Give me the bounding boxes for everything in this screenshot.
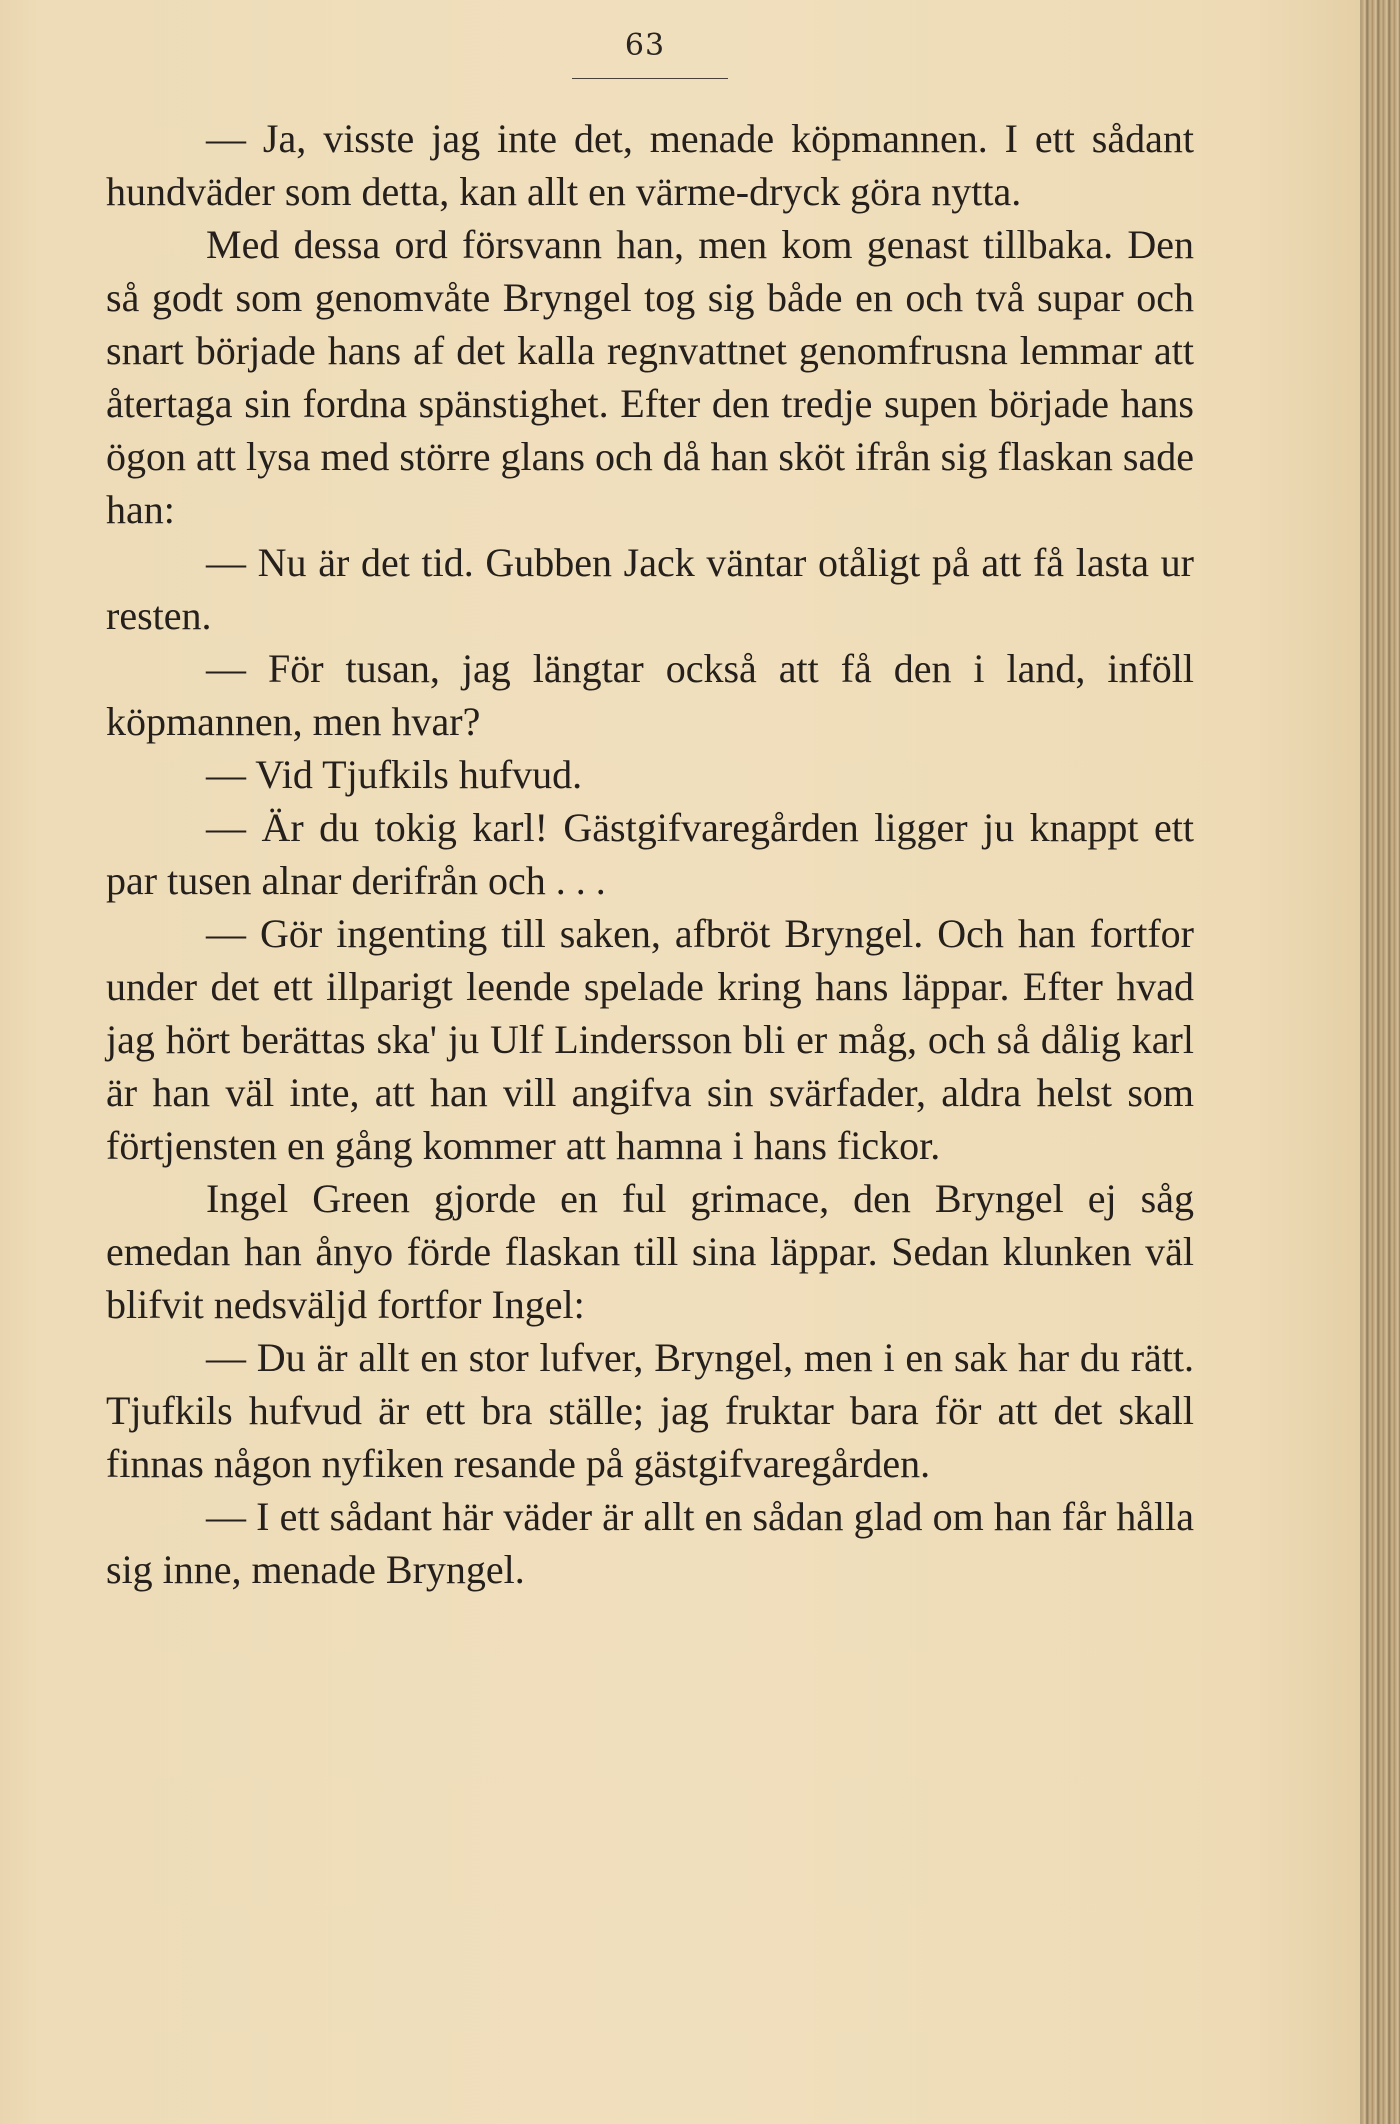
paragraph-6: — Är du tokig karl! Gästgifvaregården ligger ju knappt ett par tusen alnar derifrån och . . . [106,805,1194,903]
paragraph-3: — Nu är det tid. Gubben Jack väntar otåligt på att få lasta ur resten. [106,540,1194,638]
page-number: 63 [624,28,666,63]
paragraph-7: — Gör ingenting till saken, afbröt Bryngel. Och han fortfor under det ett illparigt leende spelade kring hans läppar. Efter hvad jag hört berättas ska' ju Ulf Lindersson bli er måg, och så dålig karl är han väl inte, att han vill angifva sin svärfader, aldra helst som förtjensten en gång kommer att hamna i hans fickor. [106,911,1194,1168]
paragraph-1: — Ja, visste jag inte det, menade köpmannen. I ett sådant hundväder som detta, kan allt en värme-dryck göra nytta. [106,116,1194,214]
paragraph-5: — Vid Tjufkils hufvud. [206,752,583,797]
paragraph-9: — Du är allt en stor lufver, Bryngel, men i en sak har du rätt. Tjufkils hufvud är ett bra ställe; jag fruktar bara för att det skall finnas någon nyfiken resande på gästgifvaregården. [106,1335,1194,1486]
paragraph-2: Med dessa ord försvann han, men kom genast tillbaka. Den så godt som genomvåte Bryngel tog sig både en och två supar och snart började hans af det kalla regnvattnet genomfrusna lemmar att återtaga sin fordna spänstighet. Efter den tredje supen började hans ögon att lysa med större glans och då han sköt ifrån sig flaskan sade han: [106,222,1194,532]
body-text [106,112,1194,1596]
paragraph-10: — I ett sådant här väder är allt en sådan glad om han får hålla sig inne, menade Bryngel. [106,1494,1194,1592]
paragraph-4: — För tusan, jag längtar också att få den i land, inföll köpmannen, men hvar? [106,646,1194,744]
book-binding-edge [1362,0,1400,2124]
page-number-rule [572,78,728,79]
paragraph-8: Ingel Green gjorde en ful grimace, den Bryngel ej såg emedan han ånyo förde flaskan till sina läppar. Sedan klunken väl blifvit nedsväljd fortfor Ingel: [106,1176,1194,1327]
